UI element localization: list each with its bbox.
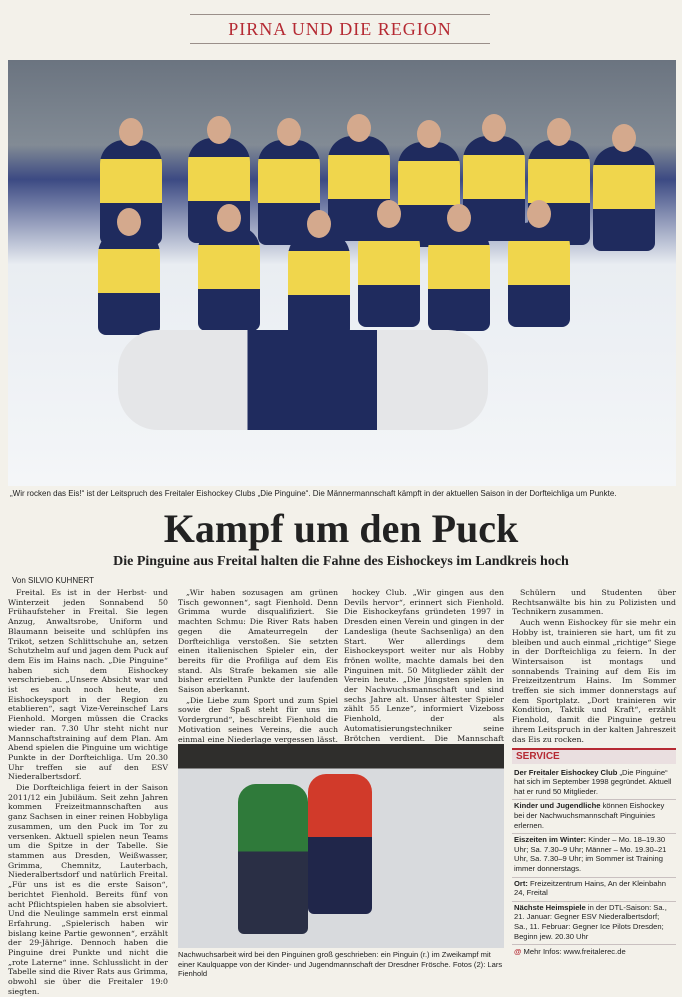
article-paragraph: Auch wenn Eishockey für sie mehr ein Hobby ist, trainieren sie hart, um fit zu bleiben und auch einmal „richtige“ Siege in der Dorfteichliga zu feiern. In der Wintersaison ist montags und sonnabends Training auf dem Eis im Freizeitzentrum Hains. Im Sommer treffen sie sich immer donnerstags auf dem Sportplatz. „Dort trainieren wir Kondition, Taktik und Kraft“, erzählt Fienhold, damit die Pinguine getreu ihrem Leitspruch in der kalten Jahreszeit das Eis zu rocken. (512, 618, 676, 744)
byline: Von SILVIO KUHNERT (12, 576, 94, 585)
youth-player-figure (308, 774, 372, 914)
goalie-figure (118, 330, 488, 430)
service-item-text: Kinder – Mo. 18–19.30 Uhr; Sa. 7.30–9 Uhr; Männer – Mo. 19.30–21 Uhr, Sa. 7.30–9 Uhr; im Sommer ist Training immer donnerstags. (514, 835, 667, 873)
article-column-4 (512, 588, 676, 744)
player-figure (288, 232, 350, 337)
more-info-link[interactable]: Mehr Infos: www.freitalerec.de (523, 947, 626, 957)
service-item-text: in der DTL-Saison: Sa., 21. Januar: Gegner ESV Niederalbertsdorf; Sa., 11. Februar: Gegner Ice Pilots Dresden; Beginn jew. 20.30 Uhr (514, 902, 667, 941)
service-item (512, 878, 676, 902)
service-item (512, 902, 676, 945)
article-paragraph: Schülern und Studenten über Rechtsanwälte bis hin zu Polizisten und Technikern zusammen. (512, 588, 676, 617)
photo-caption: „Wir rocken das Eis!“ ist der Leitspruch des Freitaler Eishockey Clubs „Die Pinguine“. Die Männermannschaft kämpft in der aktuellen Saison in der Dorfteichliga um Punkte. (10, 489, 617, 498)
service-title: SERVICE (512, 750, 676, 764)
article-paragraph: Die Dorfteichliga feiert in der Saison 2011/12 ein Jubiläum. Seit zehn Jahren kommen Freizeitmannschaften aus ganz Sachsen in einer reinen Hobbyliga zusammen, um den Puck im Tor zu versenken. Aktuell spielen neun Teams um die Spitze in der Tabelle. Sie stammen aus Dresden, Weißwasser, Grimma, Chemnitz, Lauterbach, Niederalbertsdorf und natürlich Freital. „Für uns ist es die erste Saison“, berichtet Fienhold. Bereits fünf von acht Pflichtspielen haben sie absolviert. Und die Neulinge sammeln erst einmal Erfahrung. „Spielerisch haben wir bislang keine Partie gewonnen“, erzählt der 29-Jährige. Dennoch haben die Pinguine drei Punkte und nicht die „rote Laterne“ inne. Schlusslicht in der Tabelle sind die River Rats aus Grimma, obwohl sie über die Freitaler 19:0 siegten. (8, 783, 168, 996)
article-column-2 (178, 588, 338, 744)
player-figure (98, 230, 160, 335)
service-box (512, 748, 676, 988)
photo-credit: Fotos (2): Lars Fienhold (178, 959, 503, 978)
youth-photo-caption (178, 950, 504, 979)
player-figure (463, 136, 525, 241)
caption-text: Nachwuchsarbeit wird bei den Pinguinen groß geschrieben: ein Pinguin (r.) im Zweikampf mit einer Kaulquappe von der Kinder- und Jugendmannschaft der Dresdner Frösche. (178, 950, 491, 969)
section-header: PIRNA UND DIE REGION (190, 14, 490, 44)
article-paragraph: Freital. Es ist in der Herbst- und Winterzeit jeden Sonnabend 50 Frühaufsteher in Freital. Sie legen Anzug, Anwaltsrobe, Uniform und Blaumann beiseite und schlüpfen ins Trikot, setzen Schlittschuhe an, setzen Schutzhelm auf und jagen dem Puck auf dem Eis im Hains nach. „Die Pinguine“ haben sich dem Eishockey verschrieben. „Unsere Absicht war und ist es auch noch heute, den Eishockeysport in der Region zu etablieren“, sagt Vize-Vereinschef Lars Fienhold. Morgen müssen die Cracks wieder ran. 7.30 Uhr steht nicht nur Mannschaftstraining auf dem Plan. Am Abend spielen die Pinguine um wichtige Punkte in der Dorfteichliga. Um 20.30 Uhr treffen sie auf den ESV Niederalbertsdorf. (8, 588, 168, 782)
service-item (512, 834, 676, 877)
service-item (512, 800, 676, 834)
youth-photo (178, 744, 504, 948)
service-item (512, 767, 676, 801)
at-icon: @ (514, 947, 522, 957)
service-item-label: Kinder und Jugendliche (514, 801, 601, 811)
service-item-text: können Eishockey bei der Nachwuchsmannschaft Pinguinies erlernen. (514, 801, 665, 830)
service-item-text: „Die Pinguine“ hat sich im September 1998 gegründet. Aktuell hat er rund 50 Mitglieder. (514, 767, 672, 796)
service-item-label: Eiszeiten im Winter: (514, 835, 587, 845)
service-item-label: Ort: (514, 878, 528, 888)
article-column-3 (344, 588, 504, 743)
article-paragraph: „Wir haben sozusagen am grünen Tisch gewonnen“, sagt Fienhold. Denn Grimma wurde disqualifiziert. Sie machten Schmu: Die River Rats haben gegen die Amateurregeln der Dorfteichliga verstoßen. Sie setzten einen italienischen Spieler ein, der bereits für die Profiliga auf dem Eis stand. Als Strafe bekamen sie alle bisher erzielten Punkte der laufenden Saison aberkannt. (178, 588, 338, 695)
player-figure (593, 146, 655, 251)
service-item-label: Nächste Heimspiele (514, 902, 586, 912)
subheadline: Die Pinguine aus Freital halten die Fahne des Eishockeys im Landkreis hoch (113, 554, 569, 569)
article-column-1 (8, 588, 168, 996)
more-info (512, 945, 676, 959)
service-item-label: Der Freitaler Eishockey Club (514, 767, 618, 777)
player-figure (358, 222, 420, 327)
youth-player-figure (238, 784, 308, 934)
article-paragraph: hockey Club. „Wir gingen aus den Devils hervor“, erinnert sich Fienhold. Die Eishockeyfans gründeten 1997 in Dresden einen Verein und gingen in der Landesliga (heute Sachsenliga) an den Start. Wer allerdings dem Eishockeysport weiter nur als Hobby frönen wollte, machte damals bei den Pinguinen mit. 50 Mitglieder zählt der Verein heute. „Die Jüngsten spielen in der Nachwuchsmannschaft und sind sechs Jahre alt. Unser ältester Spieler zählt 55 Lenze“, informiert Vizeboss Fienhold, der als Automatisierungstechniker seine Brötchen verdient. Die Mannschaft (344, 588, 504, 743)
article-paragraph: „Die Liebe zum Sport und zum Spiel sowie der Spaß steht für uns im Vordergrund“, beschreibt Fienhold die Motivation seines Vereins, die auch einmal eine Niederlage vergessen lässt. (178, 695, 338, 744)
player-figure (428, 226, 490, 331)
player-figure (198, 226, 260, 331)
headline: Kampf um den Puck (163, 506, 519, 551)
player-figure (508, 222, 570, 327)
service-item-text: Freizeitzentrum Hains, An der Kleinbahn 24, Freital (514, 878, 666, 898)
team-photo (8, 60, 676, 486)
